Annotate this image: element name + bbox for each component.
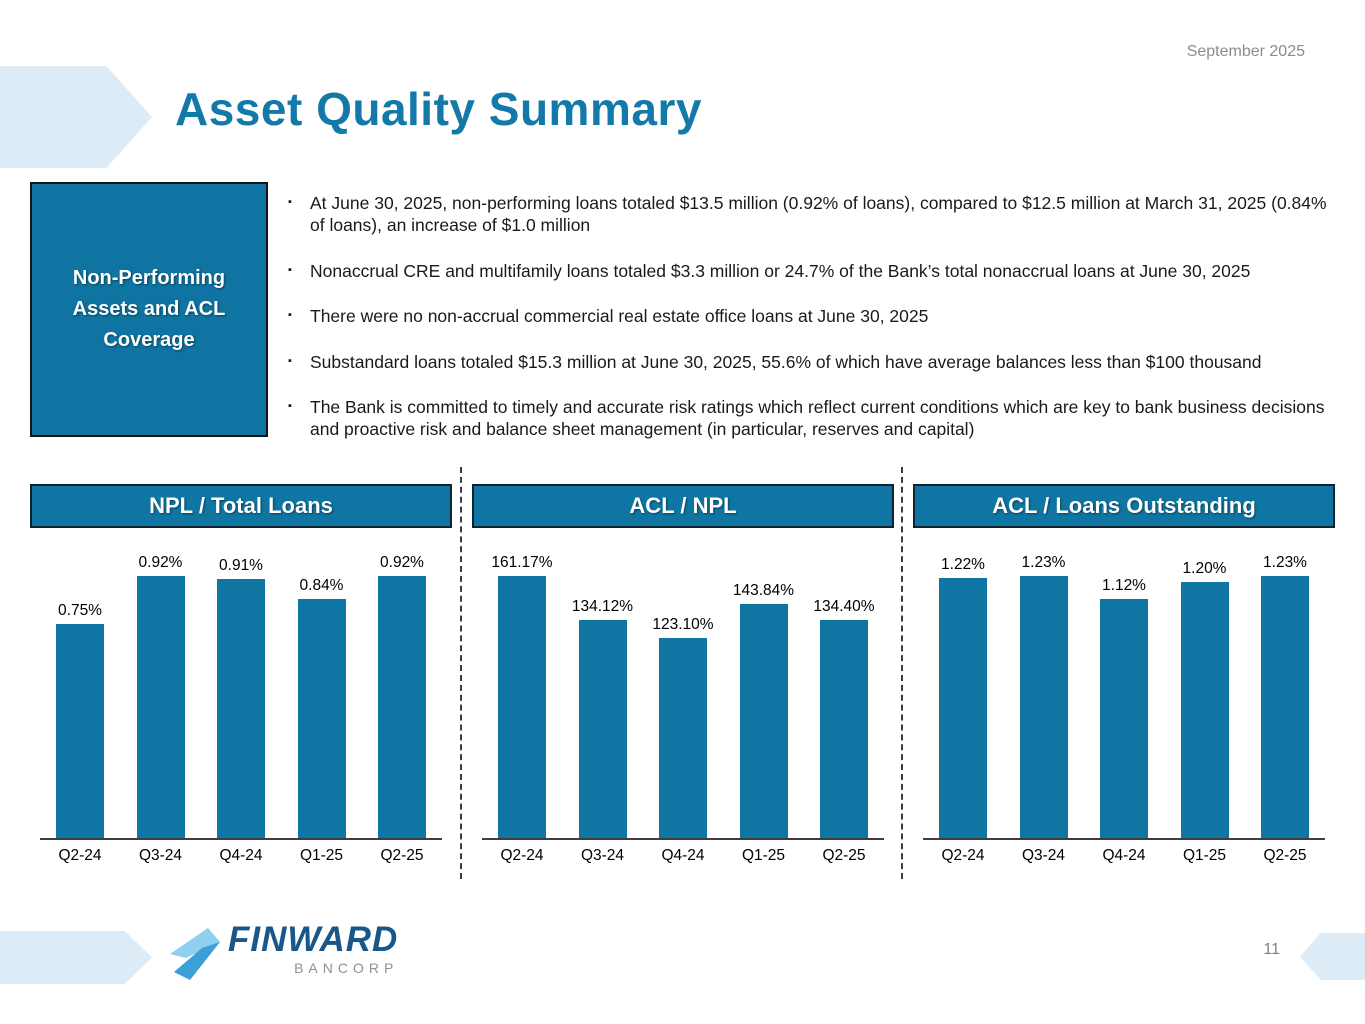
x-axis-label: Q3-24 bbox=[580, 847, 625, 864]
bar-value-label: 1.12% bbox=[1102, 577, 1146, 594]
chart-plot bbox=[923, 528, 1325, 840]
bar bbox=[498, 576, 546, 838]
x-axis-label: Q2-24 bbox=[500, 847, 544, 864]
slide-date: September 2025 bbox=[1186, 43, 1305, 60]
bar bbox=[1100, 599, 1148, 838]
x-axis-label: Q2-25 bbox=[380, 847, 424, 864]
x-axis-label: Q3-24 bbox=[1021, 847, 1066, 864]
finward-logo-arrow-icon bbox=[156, 922, 222, 982]
chart-plot bbox=[482, 528, 884, 840]
bullet-item bbox=[286, 260, 1344, 282]
bar bbox=[579, 620, 627, 838]
bar-value-label: 123.10% bbox=[652, 616, 714, 633]
bar-group bbox=[370, 554, 434, 838]
x-axis-label: Q1-25 bbox=[1182, 847, 1227, 864]
bar-group bbox=[129, 554, 193, 838]
bar bbox=[217, 579, 265, 838]
bullet-text: There were no non-accrual commercial real estate office loans at June 30, 2025 bbox=[310, 306, 929, 327]
bar-value-label: 1.23% bbox=[1263, 554, 1307, 571]
bar-value-label: 0.84% bbox=[299, 577, 344, 594]
square-bullet-icon: ▪ bbox=[288, 309, 292, 322]
bullet-item bbox=[286, 396, 1344, 441]
bar-group bbox=[1012, 554, 1076, 838]
section-label-box bbox=[30, 182, 268, 437]
bar-group bbox=[732, 582, 796, 838]
x-axis-label: Q2-25 bbox=[822, 847, 866, 864]
chart-xaxis bbox=[923, 840, 1325, 865]
bullet-text: The Bank is committed to timely and accurate risk ratings which reflect current conditions which are key to bank business decisions and proactive risk and balance sheet management (in particular, reserves and capital) bbox=[310, 396, 1325, 440]
bar bbox=[1261, 576, 1309, 838]
square-bullet-icon: ▪ bbox=[288, 263, 292, 276]
bar bbox=[56, 624, 104, 838]
bar-group bbox=[812, 598, 876, 838]
bar bbox=[659, 638, 707, 838]
chart-divider bbox=[460, 467, 462, 879]
bullet-item bbox=[286, 351, 1344, 373]
bar-value-label: 0.75% bbox=[58, 602, 102, 619]
bar bbox=[378, 576, 426, 838]
bar-value-label: 143.84% bbox=[732, 582, 795, 599]
bullet-text: At June 30, 2025, non-performing loans totaled $13.5 million (0.92% of loans), compared to $12.5 million at March 31, 2025 (0.84% of loans), an increase of $1.0 million bbox=[310, 193, 1327, 236]
square-bullet-icon: ▪ bbox=[288, 196, 292, 208]
logo-name: FINWARD bbox=[228, 920, 399, 959]
bar-group bbox=[48, 602, 112, 838]
logo-subtitle: BANCORP bbox=[294, 960, 399, 976]
bullet-list bbox=[286, 192, 1344, 464]
bar-value-label: 161.17% bbox=[491, 554, 553, 571]
x-axis-label: Q2-24 bbox=[58, 847, 102, 864]
bullet-item bbox=[286, 305, 1344, 327]
bar-group bbox=[1253, 554, 1317, 838]
chart-acl-loans-outstanding bbox=[913, 484, 1335, 865]
bar-value-label: 0.91% bbox=[219, 557, 263, 574]
bar-value-label: 0.92% bbox=[380, 554, 424, 571]
bar bbox=[1020, 576, 1068, 838]
bar-value-label: 0.92% bbox=[138, 554, 183, 571]
x-axis-label: Q2-25 bbox=[1263, 847, 1307, 864]
chart-divider bbox=[901, 467, 903, 879]
chart-title: NPL / Total Loans bbox=[30, 484, 452, 528]
x-axis-label: Q2-24 bbox=[941, 847, 985, 864]
decorative-chevron-top-left bbox=[0, 66, 152, 168]
section-label: Non-Performing Assets and ACL Coverage bbox=[72, 267, 226, 351]
bullet-text: Substandard loans totaled $15.3 million at June 30, 2025, 55.6% of which have average balances less than $100 thousand bbox=[310, 351, 1262, 372]
bar-value-label: 1.20% bbox=[1182, 560, 1227, 577]
chart-plot bbox=[40, 528, 442, 840]
bar-group bbox=[1092, 577, 1156, 838]
bar bbox=[820, 620, 868, 838]
bar-group bbox=[290, 577, 354, 838]
bar bbox=[939, 578, 987, 838]
chart-title: ACL / NPL bbox=[472, 484, 894, 528]
chart-acl-npl bbox=[472, 484, 894, 865]
decorative-band-bottom-left bbox=[0, 931, 152, 984]
bullet-text: Nonaccrual CRE and multifamily loans totaled $3.3 million or 24.7% of the Bank’s total nonaccrual loans at June 30, 2025 bbox=[310, 260, 1251, 281]
x-axis-label: Q3-24 bbox=[138, 847, 183, 864]
bar-group bbox=[571, 598, 635, 838]
bar bbox=[1181, 582, 1229, 838]
square-bullet-icon: ▪ bbox=[288, 354, 292, 367]
bar-value-label: 1.22% bbox=[941, 556, 985, 573]
bar-group bbox=[490, 554, 554, 838]
bar-value-label: 1.23% bbox=[1021, 554, 1066, 571]
chart-title: ACL / Loans Outstanding bbox=[913, 484, 1335, 528]
finward-logo-text bbox=[228, 922, 398, 976]
chart-npl-total-loans bbox=[30, 484, 452, 865]
bar-value-label: 134.12% bbox=[571, 598, 634, 615]
bar-group bbox=[1173, 560, 1237, 838]
x-axis-label: Q4-24 bbox=[1102, 847, 1146, 864]
finward-logo bbox=[156, 922, 398, 982]
square-bullet-icon: ▪ bbox=[288, 399, 292, 412]
page-title: Asset Quality Summary bbox=[175, 83, 702, 135]
decorative-chevron-bottom-right bbox=[1300, 933, 1365, 980]
bar-group bbox=[209, 557, 273, 838]
bar bbox=[298, 599, 346, 838]
x-axis-label: Q4-24 bbox=[661, 847, 705, 864]
bullet-item bbox=[286, 192, 1344, 237]
bar-group bbox=[651, 616, 715, 838]
chart-xaxis bbox=[482, 840, 884, 865]
bar bbox=[740, 604, 788, 838]
x-axis-label: Q1-25 bbox=[299, 847, 344, 864]
x-axis-label: Q1-25 bbox=[741, 847, 786, 864]
x-axis-label: Q4-24 bbox=[219, 847, 263, 864]
page-number: 11 bbox=[1263, 941, 1280, 958]
chart-xaxis bbox=[40, 840, 442, 865]
bar bbox=[137, 576, 185, 838]
bar-group bbox=[931, 556, 995, 838]
bar-value-label: 134.40% bbox=[813, 598, 875, 615]
